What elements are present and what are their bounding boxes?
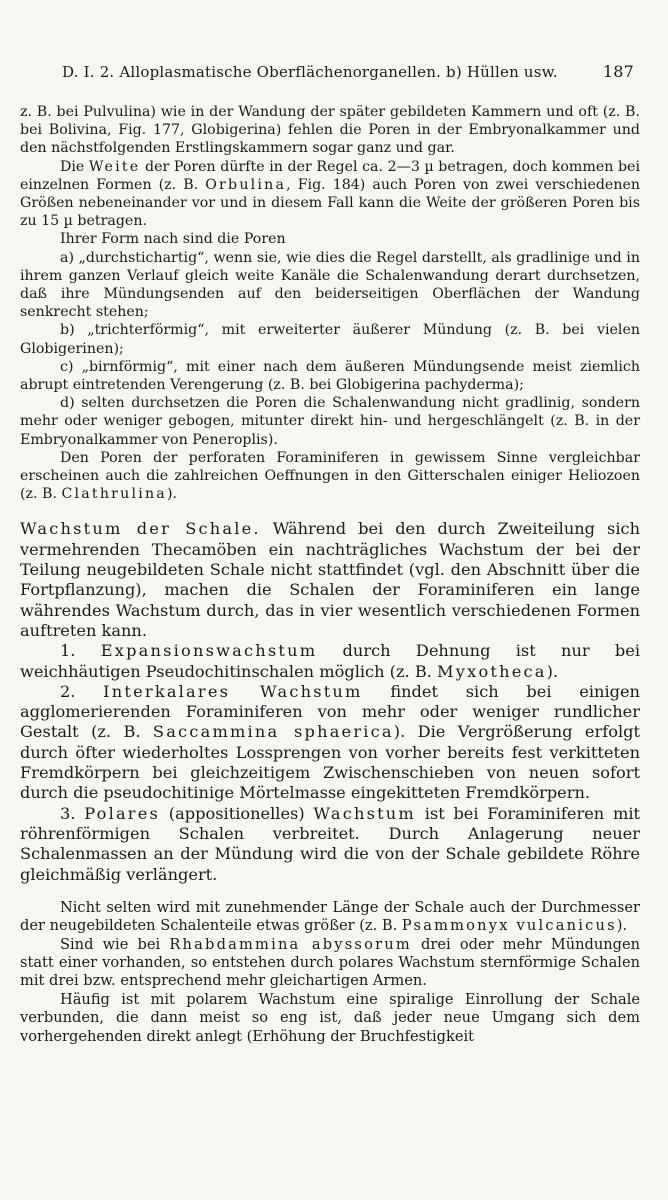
list-item-d: d) selten durchsetzen die Poren die Schalenwandung nicht gradlinig, sondern mehr oder weniger gebogen, mitunter direkt hin- und hergeschlängelt (z. B. in der Embryonalkammer von Peneroplis).	[20, 395, 640, 448]
spaced-term: Psammonyx vulcanicus	[401, 917, 617, 935]
paragraph-spiral-coiling: Häufig ist mit polarem Wachstum eine spiralige Einrollung der Schale verbunden, die dann meist so eng ist, daß jeder neue Umgang sich dem vorhergehenden direkt anlegt (Erhöhung der Bruchfestigkeit	[20, 990, 640, 1045]
page-number: 187	[602, 62, 634, 81]
spaced-term: Myxotheca	[437, 661, 547, 681]
paragraph-pore-form-intro: Ihrer Form nach sind die Poren	[60, 231, 286, 248]
spaced-term: Orbulina	[205, 176, 287, 193]
paragraph-diameter: Nicht selten wird mit zunehmender Länge der Schale auch der Durchmesser der neugebildeten Schalenteile etwas größer (z. B. Psammonyx vulcanicus).	[20, 898, 640, 935]
paragraph-pores-continued: z. B. bei Pulvulina) wie in der Wandung der später gebildeten Kammern und oft (z. B. bei Bolivina, Fig. 177, Globigerina) fehlen die Poren in der Embryonalkammer und den nächstfolgenden Erstlingskammern sogar ganz und gar.	[20, 104, 640, 157]
list-item-b: b) „trichterförmig“, mit erweiterter äußerer Mündung (z. B. bei vielen Globigerinen);	[20, 322, 640, 357]
paragraph-pore-width: Die Weite der Poren dürfte in der Regel ca. 2—3 µ betragen, doch kommen bei einzelnen Formen (z. B. Orbulina, Fig. 184) auch Poren von zwei verschiedenen Größen nebeneinander vor und in diesem Fall kann die Weite der größeren Poren bis zu 15 µ betragen.	[20, 158, 641, 230]
spaced-term: Clathrulina	[61, 486, 167, 503]
spaced-term: Interkalares Wachstum	[103, 681, 363, 701]
paragraph-star-shaped: Sind wie bei Rhabdammina abyssorum drei oder mehr Mündungen statt einer vorhanden, so entstehen durch polares Wachstum sternförmige Schalen mit drei bzw. entsprechend mehr gleichartigen Armen.	[20, 935, 641, 990]
running-header	[62, 62, 634, 81]
paragraph-intercalary-growth: 2. Interkalares Wachstum findet sich bei einigen agglomerierenden Foraminiferen von mehr oder weniger rundlicher Gestalt (z. B. Saccammina sphaerica). Die Vergrößerung erfolgt durch öfter wiederholtes Lossprengen von vorher bereits fest verkitteten Fremdkörpern bei gleichzeitigem Zwischenschieben von neuen sofort durch die pseudochitinige Mörtelmasse eingekitteten Fremdkörpern.	[20, 681, 640, 803]
list-item-a: a) „durchstichartig“, wenn sie, wie dies die Regel darstellt, als gradlinige und in ihrem ganzen Verlauf gleich weite Kanäle die Schalenwandung derart durchsetzen, daß ihre Mündungsenden auf den beiderseitigen Oberflächen der Wandung senkrecht stehen;	[20, 249, 640, 321]
spaced-term: Saccammina sphaerica	[152, 722, 394, 742]
spaced-term: Polares	[84, 803, 161, 823]
section-small-print	[20, 899, 640, 1046]
spaced-term: Expansionswachstum	[100, 641, 318, 661]
section-shell-growth	[20, 519, 640, 884]
paragraph-polar-growth: 3. Polares (appositionelles) Wachstum ist bei Foraminiferen mit röhrenförmigen Schalen verbreitet. Durch Anlagerung neuer Schalenmassen an der Mündung wird die von der Schale gebildete Röhre gleichmäßig verlängert.	[20, 803, 640, 884]
section-heading: Wachstum der Schale.	[20, 519, 261, 539]
spaced-term: Rhabdammina abyssorum	[169, 935, 412, 953]
spaced-term: Weite	[88, 158, 141, 175]
list-item-c: c) „birnförmig“, mit einer nach dem äußeren Mündungsende meist ziemlich abrupt eintretenden Verengerung (z. B. bei Globigerina pachyderma);	[20, 358, 640, 394]
paragraph-growth-intro: Wachstum der Schale. Während bei den durch Zweiteilung sich vermehrenden Thecamöben ein nachträgliches Wachstum der bei der Teilung neugebildeten Schale nicht stattfindet (vgl. den Abschnitt über die Fortpflanzung), machen die Schalen der Foraminiferen ein lange währendes Wachstum durch, das in vier wesentlich verschiedenen Formen auftreten kann.	[20, 519, 640, 640]
spaced-term: Wachstum	[313, 803, 416, 823]
running-title: D. I. 2. Alloplasmatische Oberflächenorganellen. b) Hüllen usw.	[62, 63, 558, 81]
paragraph-expansion-growth: 1. Expansionswachstum durch Dehnung ist nur bei weichhäutigen Pseudochitinschalen möglich (z. B. Myxotheca).	[20, 641, 640, 681]
paragraph-heliozoa: Den Poren der perforaten Foraminiferen in gewissem Sinne vergleichbar erscheinen auch die zahlreichen Oeffnungen in den Gitterschalen einiger Heliozoen (z. B. Clathrulina).	[20, 449, 640, 503]
